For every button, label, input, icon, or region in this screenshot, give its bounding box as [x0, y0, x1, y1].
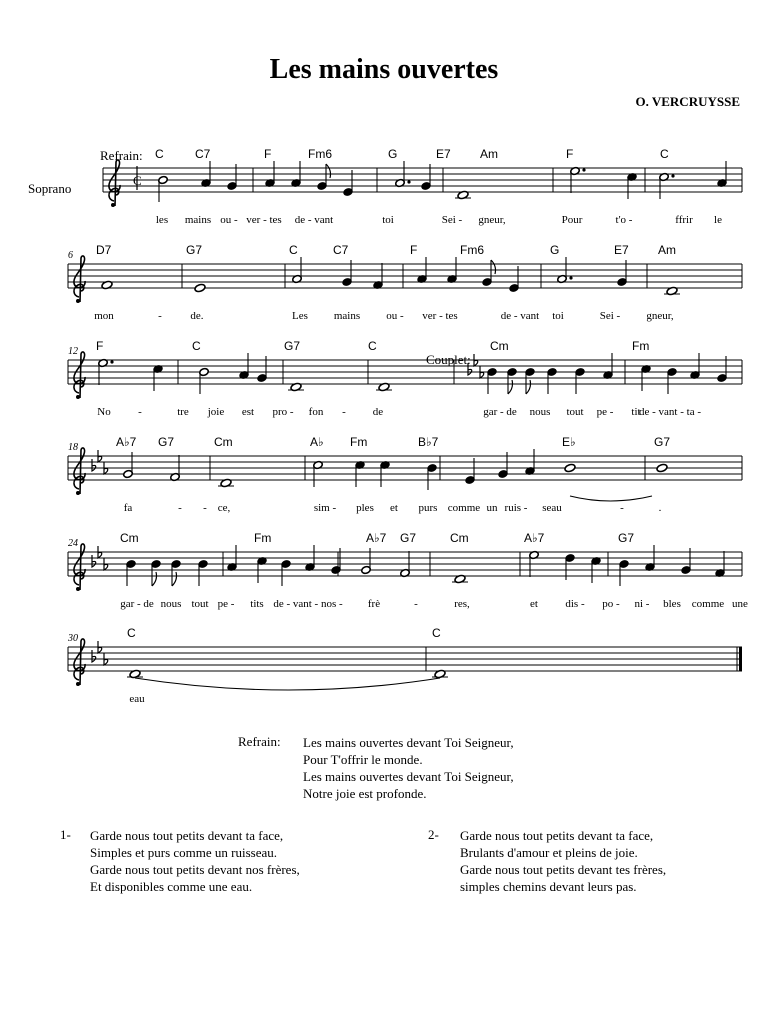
- lyric-syllable: Pour: [561, 214, 583, 226]
- lyric-syllable: de - vant: [294, 214, 334, 226]
- refrain-line: Notre joie est profonde.: [303, 786, 427, 801]
- staff-system: [68, 448, 742, 495]
- chord-symbol: G7: [186, 243, 203, 257]
- lyric-syllable: -: [414, 598, 418, 610]
- lyric-syllable: joie: [207, 406, 225, 418]
- chord-symbol: Cm: [450, 531, 469, 545]
- lyric-syllable: tre: [177, 406, 189, 418]
- refrain-line: Les mains ouvertes devant Toi Seigneur,: [303, 769, 514, 784]
- lyric-syllable: pro -: [272, 406, 294, 418]
- chord-symbol: Cm: [120, 531, 139, 545]
- lyric-syllable: -: [620, 502, 624, 514]
- flat-sign-icon: [92, 555, 96, 567]
- lyric-syllable: ples: [356, 502, 374, 514]
- note: [281, 559, 291, 586]
- refrain-line: Les mains ouvertes devant Toi Seigneur,: [303, 735, 514, 750]
- chord-symbol: Am: [480, 147, 498, 161]
- chord-symbol: E♭: [562, 435, 576, 449]
- lyric-syllable: nous: [529, 406, 551, 418]
- lyric-syllable: mains: [333, 310, 361, 322]
- lyric-syllable: sim -: [313, 502, 337, 514]
- note: [667, 367, 677, 394]
- chord-symbol: F: [96, 339, 104, 353]
- lyric-syllable: -: [342, 406, 346, 418]
- note: [158, 175, 168, 202]
- chord-symbol: Cm: [490, 339, 509, 353]
- flat-sign-icon: [480, 366, 484, 378]
- staff-system: [68, 256, 742, 303]
- lyric-syllable: gar - de: [120, 598, 154, 610]
- chord-symbol: G7: [400, 531, 417, 545]
- lyric-syllable: bles: [663, 598, 681, 610]
- chord-symbol: Fm6: [308, 147, 332, 161]
- lyric-syllable: -: [203, 502, 207, 514]
- verse-line: Simples et purs comme un ruisseau.: [90, 845, 278, 860]
- note: [151, 559, 161, 586]
- treble-clef-icon: [74, 256, 85, 302]
- lyric-syllable: No: [97, 406, 111, 418]
- treble-clef-dot: [76, 395, 80, 399]
- chord-symbol: A♭7: [116, 435, 137, 449]
- lyric-syllable: et: [390, 502, 398, 514]
- lyric-syllable: Sei -: [441, 214, 463, 226]
- lyric-syllable: Les: [292, 310, 308, 322]
- lyric-syllable: ver - tes: [246, 214, 282, 226]
- lyric-syllable: de - vant: [500, 310, 540, 322]
- flat-sign-icon: [98, 450, 102, 462]
- lyric-syllable: de - vant - ta -: [639, 406, 701, 418]
- chord-symbol: F: [566, 147, 574, 161]
- staff-system: [68, 544, 742, 591]
- verse-number: 1-: [60, 827, 71, 842]
- verse-line: Garde nous tout petits devant nos frères,: [90, 862, 300, 877]
- treble-clef-dot: [111, 203, 115, 207]
- verse-line: Garde nous tout petits devant tes frères,: [460, 862, 667, 877]
- treble-clef-icon: [74, 544, 85, 590]
- measure-number: 30: [68, 633, 78, 644]
- flat-sign-icon: [104, 558, 108, 570]
- chord-symbol: Cm: [214, 435, 233, 449]
- treble-clef-icon: [109, 160, 120, 206]
- treble-clef-dot: [76, 491, 80, 495]
- note: [198, 559, 208, 586]
- chord-symbol: C: [368, 339, 377, 353]
- lyric-syllable: comme: [447, 502, 481, 514]
- verse-line: simples chemins devant leurs pas.: [460, 879, 637, 894]
- chord-symbol: C: [289, 243, 298, 257]
- chord-symbol: A♭7: [366, 531, 387, 545]
- lyric-syllable: ni -: [634, 598, 650, 610]
- final-barline-thick: [739, 647, 742, 671]
- chord-symbol: B♭7: [418, 435, 439, 449]
- flat-sign-icon: [104, 653, 108, 665]
- tie: [570, 496, 652, 501]
- lyric-syllable: une: [732, 598, 748, 610]
- page-title: Les mains ouvertes: [269, 54, 499, 85]
- lyric-syllable: pe -: [596, 406, 614, 418]
- chord-symbol: A♭7: [524, 531, 545, 545]
- verse-1-lines: [90, 827, 300, 895]
- chord-symbol: G: [388, 147, 398, 161]
- lyric-syllable: Sei -: [599, 310, 621, 322]
- flat-sign-icon: [98, 641, 102, 653]
- chord-symbol: A♭: [310, 435, 324, 449]
- note: [171, 559, 181, 586]
- lyric-syllable: mains: [184, 214, 212, 226]
- note: [194, 283, 206, 293]
- lyric-syllable: res,: [454, 598, 470, 610]
- lyric-syllable: tit: [631, 406, 641, 418]
- chord-symbol: C: [192, 339, 201, 353]
- lyric-syllable: tits: [250, 598, 264, 610]
- lyric-syllable: pe -: [217, 598, 235, 610]
- lyric-syllable: toi: [382, 214, 394, 226]
- chord-symbol: Am: [658, 243, 676, 257]
- lyric-syllable: toi: [552, 310, 564, 322]
- chord-symbol: G: [550, 243, 560, 257]
- chord-symbol: E7: [436, 147, 451, 161]
- chord-symbol: F: [410, 243, 418, 257]
- chord-symbol: Fm: [350, 435, 368, 449]
- note: [525, 367, 535, 394]
- lyric-syllable: fa: [123, 502, 133, 514]
- verse-line: Brulants d'amour et pleins de joie.: [460, 845, 638, 860]
- lyric-syllable: de - vant - nos -: [273, 598, 343, 610]
- lyric-syllable: mon: [94, 310, 114, 322]
- chord-symbol: F: [264, 147, 272, 161]
- lyric-syllable: un: [486, 502, 498, 514]
- note: [427, 463, 437, 490]
- score: [28, 147, 748, 705]
- chord-symbol: C7: [333, 243, 349, 257]
- lyric-syllable: tout: [191, 598, 209, 610]
- chord-symbol: C: [155, 147, 164, 161]
- lyric-syllable: de: [372, 406, 384, 418]
- lyric-syllable: frè: [367, 598, 381, 610]
- lyric-syllable: ver - tes: [422, 310, 458, 322]
- chord-symbol: G7: [158, 435, 175, 449]
- chord-symbol: D7: [96, 243, 112, 257]
- verse-number: 2-: [428, 827, 439, 842]
- note: [547, 367, 557, 394]
- refrain-line: Pour T'offrir le monde.: [303, 752, 423, 767]
- note: [507, 367, 517, 394]
- refrain-label: Refrain:: [100, 148, 143, 163]
- verse-2-lines: [460, 827, 666, 895]
- note: [487, 367, 497, 394]
- lyric-syllable: eau: [129, 693, 145, 705]
- lyric-syllable: tout: [566, 406, 584, 418]
- note: [199, 367, 209, 394]
- lyric-syllable: dis -: [565, 598, 585, 610]
- staff-system: [68, 639, 742, 686]
- lyric-syllable: gneur,: [646, 310, 674, 322]
- lyric-syllable: ffrir: [675, 214, 693, 226]
- chord-symbol: Fm6: [460, 243, 484, 257]
- measure-number: 6: [68, 250, 73, 261]
- chord-symbol: G7: [618, 531, 635, 545]
- lyric-syllable: .: [658, 502, 662, 514]
- lyric-syllable: purs: [418, 502, 438, 514]
- tie: [135, 678, 440, 690]
- lyric-syllable: nous: [160, 598, 182, 610]
- treble-clef-dot: [76, 299, 80, 303]
- cut-time-icon: C: [133, 173, 142, 188]
- lyric-syllable: ou -: [220, 214, 238, 226]
- chord-symbol: C: [660, 147, 669, 161]
- measure-number: 12: [68, 346, 78, 357]
- note: [619, 559, 629, 586]
- lyric-syllable: gar - de: [483, 406, 517, 418]
- note: [575, 367, 585, 394]
- chord-symbol: C7: [195, 147, 211, 161]
- lyric-syllable: ce,: [217, 502, 231, 514]
- note: [126, 559, 136, 586]
- lyric-syllable: seau: [542, 502, 562, 514]
- treble-clef-icon: [74, 448, 85, 494]
- chord-symbol: C: [432, 626, 441, 640]
- instrument-label: Soprano: [28, 181, 72, 196]
- couplet-label: Couplet:: [426, 352, 471, 367]
- lyric-syllable: -: [178, 502, 182, 514]
- lyric-syllable: fon: [308, 406, 324, 418]
- lyric-syllable: -: [138, 406, 142, 418]
- note: [564, 463, 576, 473]
- flat-sign-icon: [104, 462, 108, 474]
- lyric-syllable: de.: [190, 310, 204, 322]
- chord-symbol: G7: [654, 435, 671, 449]
- treble-clef-icon: [74, 352, 85, 398]
- lyric-syllable: -: [158, 310, 162, 322]
- verse-line: Garde nous tout petits devant ta face,: [460, 828, 654, 843]
- lyric-syllable: po -: [602, 598, 620, 610]
- staff-system: [103, 160, 742, 207]
- lyric-syllable: est: [241, 406, 255, 418]
- chord-symbol: E7: [614, 243, 629, 257]
- lyric-syllable: le: [714, 214, 722, 226]
- flat-sign-icon: [474, 354, 478, 366]
- flat-sign-icon: [98, 546, 102, 558]
- lyric-syllable: et: [530, 598, 538, 610]
- treble-clef-dot: [76, 587, 80, 591]
- lyric-syllable: gneur,: [478, 214, 506, 226]
- composer-name: O. VERCRUYSSE: [635, 94, 740, 109]
- lyric-syllable: ou -: [386, 310, 404, 322]
- chord-symbol: C: [127, 626, 136, 640]
- refrain-text-lines: [303, 734, 514, 802]
- staff-system: [68, 352, 742, 399]
- treble-clef-dot: [76, 682, 80, 686]
- measure-number: 18: [68, 442, 78, 453]
- measure-number: 24: [68, 538, 78, 549]
- lyric-syllable: t'o -: [615, 214, 633, 226]
- lyric-syllable: ruis -: [504, 502, 528, 514]
- refrain-text-label: Refrain:: [238, 734, 281, 749]
- lyric-syllable: comme: [691, 598, 725, 610]
- lyric-syllable: les: [155, 214, 169, 226]
- flat-sign-icon: [92, 650, 96, 662]
- flat-sign-icon: [92, 459, 96, 471]
- note: [656, 463, 668, 473]
- chord-symbol: G7: [284, 339, 301, 353]
- treble-clef-icon: [74, 639, 85, 685]
- verse-line: Et disponibles comme une eau.: [90, 879, 253, 894]
- verse-line: Garde nous tout petits devant ta face,: [90, 828, 284, 843]
- chord-symbol: Fm: [632, 339, 650, 353]
- chord-symbol: Fm: [254, 531, 272, 545]
